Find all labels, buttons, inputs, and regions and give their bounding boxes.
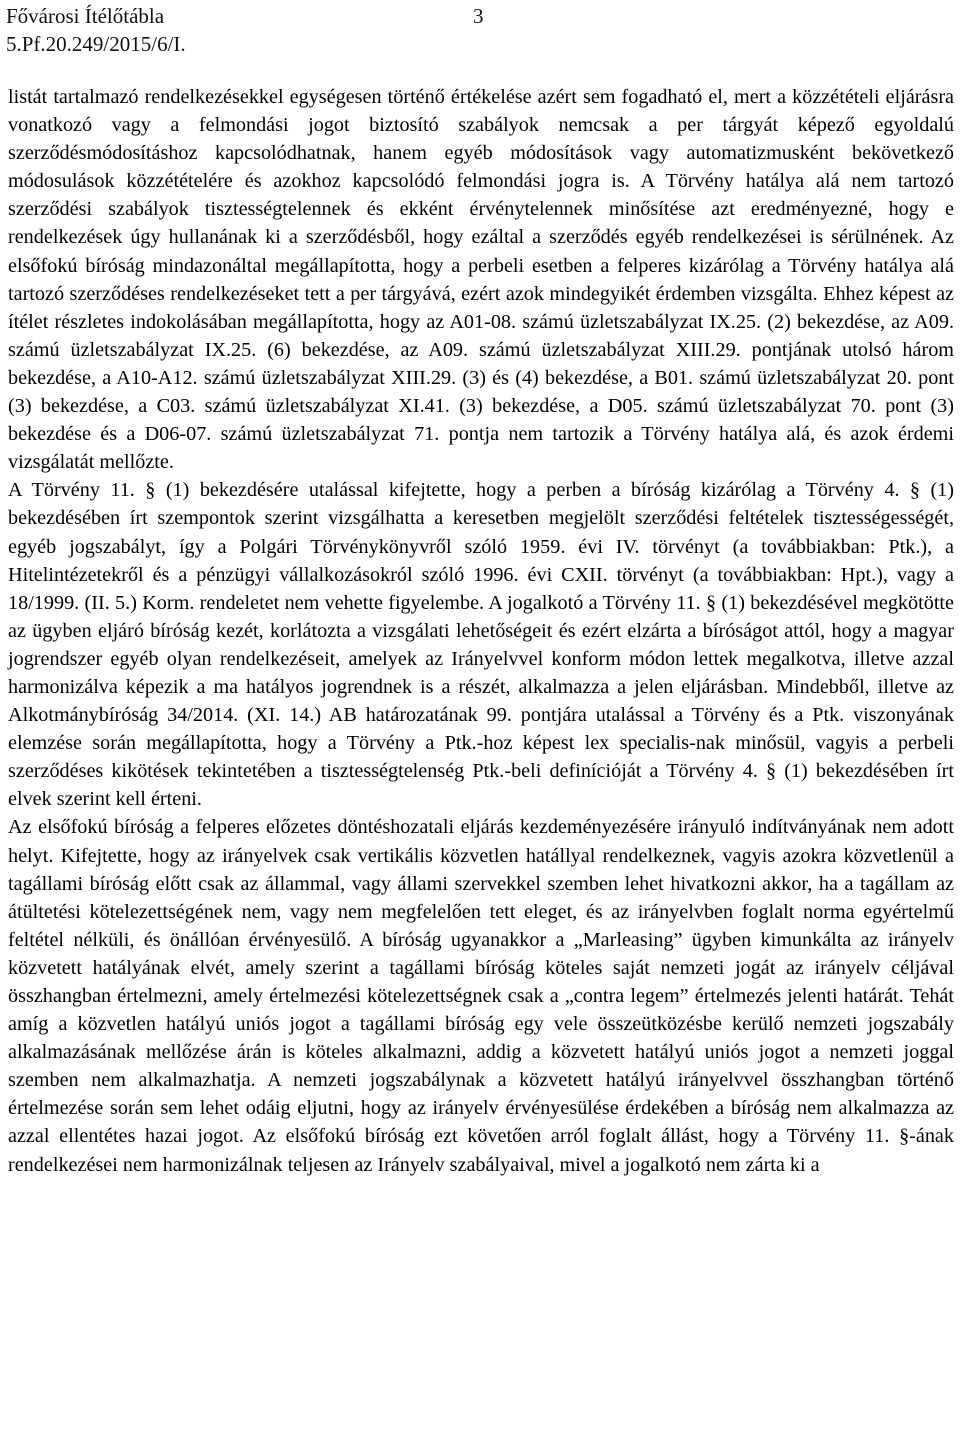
document-body [8, 83, 954, 1179]
body-paragraph: A Törvény 11. § (1) bekezdésére utalással kifejtette, hogy a perben a bíróság kizárólag a Törvény 4. § (1) bekezdésében írt szempontok szerint vizsgálhatta a keresetben megjelölt szerződési feltételek tisztességességét, egyéb jogszabályt, így a Polgári Törvénykönyvről szóló 1959. évi IV. törvényt (a továbbiakban: Ptk.), a Hitelintézetekről és a pénzügyi vállalkozásokról szóló 1996. évi CXII. törvényt (a továbbiakban: Hpt.), vagy a 18/1999. (II. 5.) Korm. rendeletet nem vehette figyelembe. A jogalkotó a Törvény 11. § (1) bekezdésével megkötötte az ügyben eljáró bíróság kezét, korlátozta a vizsgálati lehetőségeit és ezért elzárta a bíróságot attól, hogy a magyar jogrendszer egyéb olyan rendelkezéseit, amelyek az Irányelvvel konform módon lettek megalkotva, illetve azzal harmonizálva képezik a ma hatályos jogrendnek is a részét, alkalmazza a jelen eljárásban. Mindebből, illetve az Alkotmánybíróság 34/2014. (XI. 14.) AB határozatának 99. pontjára utalással a Törvény és a Ptk. viszonyának elemzése során megállapította, hogy a Törvény a Ptk.-hoz képest lex specialis-nak minősül, vagyis a perbeli szerződéses kikötések tekintetében a tisztességtelenség Ptk.-beli definícióját a Törvény 4. § (1) bekezdésében írt elvek szerint kell érteni. [8, 479, 954, 811]
court-name: Fővárosi Ítélőtábla [6, 4, 165, 28]
body-paragraph: Az elsőfokú bíróság a felperes előzetes döntéshozatali eljárás kezdeményezésére irányuló indítványának nem adott helyt. Kifejtette, hogy az irányelvek csak vertikális közvetlen hatállyal rendelkeznek, vagyis azokra közvetlenül a tagállami bíróság előtt csak az állammal, vagy állami szervekkel szemben lehet hivatkozni akkor, ha a tagállam az átültetési kötelezettségének nem, vagy nem megfelelően tett eleget, és az irányelvben foglalt norma egyértelmű feltétel nélküli, és önállóan érvényesülő. A bíróság ugyanakkor a „Marleasing” ügyben kimunkálta az irányelv közvetett hatályának elvét, amely szerint a tagállami bíróság köteles saját nemzeti jogát az irányelv céljával összhangban értelmezni, amely értelmezési kötelezettségnek csak a „contra legem” értelmezés jelenti határát. Tehát amíg a közvetlen hatályú uniós jogot a tagállami bíróság egy vele összeütközésbe kerülő nemzeti jogszabály alkalmazásának mellőzése árán is köteles alkalmazni, addig a közvetett hatályú uniós jogot a nemzeti joggal szemben nem alkalmazhatja. A nemzeti jogszabálynak a közvetett hatályú irányelvvel összhangban történő értelmezése során sem lehet odáig eljutni, hogy az irányelv érvényesülése érdekében a bíróság nem alkalmazza az azzal ellentétes hazai jogot. Az elsőfokú bíróság ezt követően arról foglalt állást, hogy a Törvény 11. §-ának rendelkezései nem harmonizálnak teljesen az Irányelv szabályaival, mivel a jogalkotó nem zárta ki a [8, 816, 954, 1176]
case-number: 5.Pf.20.249/2015/6/I. [6, 32, 186, 56]
page-number: 3 [473, 4, 484, 28]
body-paragraph: listát tartalmazó rendelkezésekkel egységesen történő értékelése azért sem fogadható el, mert a közzétételi eljárásra vonatkozó vagy a felmondási jogot biztosító szabályok nemcsak a per tárgyát képező egyoldalú szerződésmódosításhoz kapcsolódhatnak, hanem egyéb módosítások vagy automatizmusként bekövetkező módosulások közzétételére és azokhoz kapcsolódó felmondási jogra is. A Törvény hatálya alá nem tartozó szerződési szabályok tisztességtelennek és ekként érvénytelennek minősítése azt eredményezné, hogy e rendelkezések úgy hullanának ki a szerződésből, hogy ezáltal a szerződés egyéb rendelkezései is sérülnének. Az elsőfokú bíróság mindazonáltal megállapította, hogy a perbeli esetben a felperes kizárólag a Törvény hatálya alá tartozó szerződéses rendelkezéseket tett a per tárgyává, ezért azok mindegyikét érdemben vizsgálta. Ehhez képest az ítélet részletes indokolásában megállapította, hogy az A01-08. számú üzletszabályzat IX.25. (2) bekezdése, az A09. számú üzletszabályzat IX.25. (6) bekezdése, az A09. számú üzletszabályzat XIII.29. pontjának utolsó három bekezdése, a A10-A12. számú üzletszabályzat XIII.29. (3) és (4) bekezdése, a B01. számú üzletszabályzat 20. pont (3) bekezdése, a C03. számú üzletszabályzat XI.41. (3) bekezdése, a D05. számú üzletszabályzat 70. pont (3) bekezdése és a D06-07. számú üzletszabályzat 71. pontja nem tartozik a Törvény hatálya alá, és azok érdemi vizsgálatát mellőzte. [8, 86, 954, 474]
